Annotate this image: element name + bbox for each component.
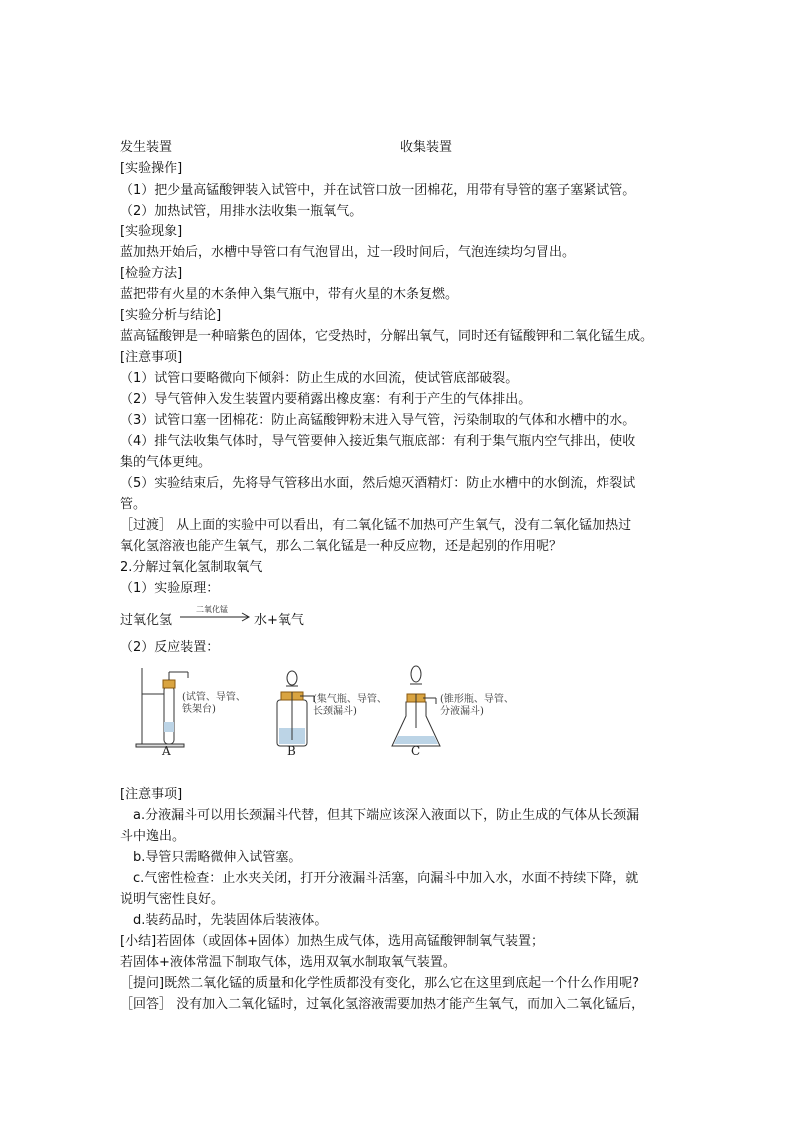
section-test-method: [检验方法] bbox=[120, 266, 183, 281]
summary-line-1: [小结]若固体（或固体+固体）加热生成气体，选用高锰酸钾制氧气装置； bbox=[120, 934, 545, 949]
generator-heading: 发生装置 bbox=[120, 140, 173, 155]
label-a-line-1: (试管、导管、 bbox=[182, 692, 246, 703]
label-b-line-1: (集气瓶、导管、 bbox=[313, 694, 387, 705]
figure-letter-a: A bbox=[162, 744, 171, 758]
equation-reactant: 过氧化氢 bbox=[120, 613, 173, 628]
section-notes-2: [注意事项] bbox=[120, 787, 183, 802]
summary-line-2: 若固体+液体常温下制取气体，选用双氧水制取氧气装置。 bbox=[120, 955, 456, 970]
figure-letter-c: C bbox=[411, 744, 421, 758]
note-5-line-2: 管。 bbox=[120, 497, 147, 512]
operation-step-1: （1）把少量高锰酸钾装入试管中，并在试管口放一团棉花，用带有导管的塞子塞紧试管。 bbox=[120, 183, 636, 198]
note-c-line-1: c.气密性检查：止水夹关闭，打开分液漏斗活塞，向漏斗中加入水，水面不持续下降，就 bbox=[133, 871, 639, 886]
label-c-line-1: (锥形瓶、导管、 bbox=[440, 694, 514, 705]
label-b-line-2: 长颈漏斗) bbox=[313, 706, 357, 717]
note-3: （3）试管口塞一团棉花：防止高锰酸钾粉末进入导气管，污染制取的气体和水槽中的水。 bbox=[120, 413, 636, 428]
note-5-line-1: （5）实验结束后，先将导气管移出水面，然后熄灭酒精灯：防止水槽中的水倒流，炸裂试 bbox=[120, 476, 636, 491]
note-d: d.装药品时，先装固体后装液体。 bbox=[133, 913, 328, 928]
note-a-line-2: 斗中逸出。 bbox=[120, 829, 186, 844]
reaction-arrow bbox=[180, 612, 252, 622]
operation-step-2: （2）加热试管，用排水法收集一瓶氧气。 bbox=[120, 204, 363, 219]
section-phenomenon: [实验现象] bbox=[120, 224, 183, 239]
section-notes-1: [注意事项] bbox=[120, 350, 183, 365]
label-a-line-2: 铁架台) bbox=[182, 704, 216, 715]
analysis-text: 蓝高锰酸钾是一种暗紫色的固体，它受热时，分解出氧气，同时还有锰酸钾和二氧化锰生成。 bbox=[120, 329, 654, 344]
transition-line-1: ［过渡］ 从上面的实验中可以看出，有二氧化锰不加热可产生氧气，没有二氧化锰加热过 bbox=[120, 518, 632, 533]
note-2: （2）导气管伸入发生装置内要稍露出橡皮塞：有利于产生的气体排出。 bbox=[120, 392, 532, 407]
test-method-text: 蓝把带有火星的木条伸入集气瓶中，带有火星的木条复燃。 bbox=[120, 287, 459, 302]
section-operation: [实验操作] bbox=[120, 161, 183, 176]
label-c-line-2: 分液漏斗) bbox=[440, 706, 484, 717]
answer-line: ［回答］ 没有加入二氧化锰时，过氧化氢溶液需要加热才能产生氧气，而加入二氧化锰后， bbox=[120, 997, 645, 1012]
question-line: ［提问]既然二氧化锰的质量和化学性质都没有变化，那么它在这里到底起一个什么作用呢? bbox=[120, 976, 639, 991]
section-analysis: [实验分析与结论] bbox=[120, 308, 222, 323]
note-b: b.导管只需略微伸入试管塞。 bbox=[133, 850, 302, 865]
note-a-line-1: a.分液漏斗可以用长颈漏斗代替，但其下端应该深入液面以下，防止生成的气体从长颈漏 bbox=[133, 808, 640, 823]
note-4-line-2: 集的气体更纯。 bbox=[120, 455, 212, 470]
apparatus-heading: （2）反应装置： bbox=[120, 640, 220, 655]
principle-heading: （1）实验原理： bbox=[120, 581, 220, 596]
section-h2o2: 2.分解过氧化氢制取氧气 bbox=[120, 560, 263, 575]
figure-letter-b: B bbox=[287, 744, 296, 758]
note-c-line-2: 说明气密性良好。 bbox=[120, 892, 225, 907]
equation-product: 水+氧气 bbox=[254, 613, 304, 628]
collector-heading: 收集装置 bbox=[400, 140, 453, 155]
phenomenon-text: 蓝加热开始后，水槽中导管口有气泡冒出，过一段时间后，气泡连续均匀冒出。 bbox=[120, 245, 576, 260]
note-1: （1）试管口要略微向下倾斜：防止生成的水回流，使试管底部破裂。 bbox=[120, 371, 519, 386]
note-4-line-1: （4）排气法收集气体时，导气管要伸入接近集气瓶底部：有利于集气瓶内空气排出，使收 bbox=[120, 434, 636, 449]
transition-line-2: 氧化氢溶液也能产生氧气，那么二氧化锰是一种反应物，还是起别的作用呢？ bbox=[120, 539, 563, 554]
equation-catalyst: 二氧化锰 bbox=[196, 605, 228, 614]
